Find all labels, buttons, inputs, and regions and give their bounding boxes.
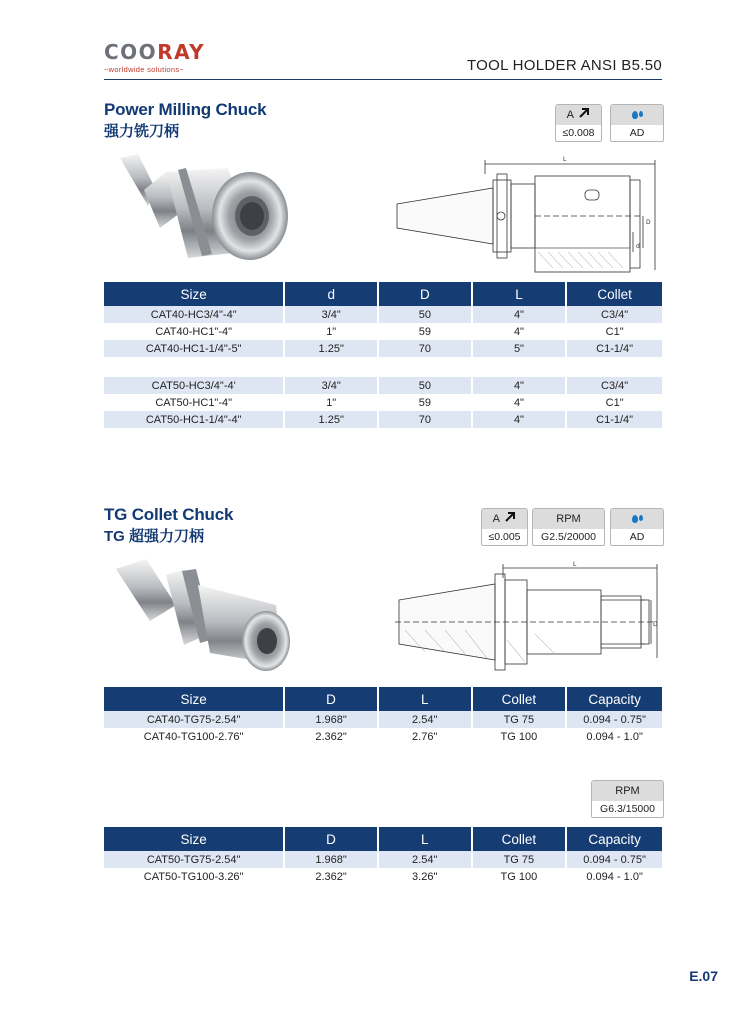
table-row (103, 728, 663, 745)
table-row (103, 377, 663, 394)
table-cell: 4" (472, 323, 567, 340)
table-cell: 3/4" (284, 306, 378, 323)
table-cell: 59 (378, 394, 472, 411)
table-cell: 70 (378, 411, 472, 428)
table-cell: 0.094 - 1.0" (566, 728, 663, 745)
table-cell: 3/4" (284, 377, 378, 394)
drawing2-label-L: L (573, 561, 577, 568)
table-cell: 1" (284, 394, 378, 411)
table-cell: CAT40-HC1"-4" (103, 323, 284, 340)
table-cell: 50 (378, 306, 472, 323)
table-cell: 1.968" (284, 851, 378, 868)
coolant-drops-icon (632, 513, 643, 525)
drawing1-label-d: d (636, 243, 640, 250)
section2-subtitle: TG 超强力刀柄 (104, 528, 204, 545)
table-cell: TG 75 (472, 851, 567, 868)
col-header: L (378, 687, 472, 711)
coolant-badge (610, 508, 664, 546)
runout-arrow-icon (578, 107, 590, 119)
table-row (103, 323, 663, 340)
drawing2-label-D: D (653, 621, 658, 628)
table-cell: C3/4" (566, 377, 663, 394)
tg-cat50-table (102, 827, 664, 885)
table-cell: CAT50-TG75-2.54" (103, 851, 284, 868)
table-cell: TG 75 (472, 711, 567, 728)
drawing1-label-L: L (563, 156, 567, 163)
company-logo (104, 42, 224, 82)
runout-label: A (492, 513, 500, 525)
rpm-badge (591, 780, 664, 818)
table-row (103, 340, 663, 357)
tg-collet-chuck-drawing (395, 560, 665, 682)
table-cell: 0.094 - 0.75" (566, 711, 663, 728)
coolant-drops-icon (632, 109, 643, 121)
runout-label: A (566, 109, 574, 121)
table-cell: 2.362" (284, 728, 378, 745)
col-header: Collet (566, 282, 663, 306)
col-header: Capacity (566, 827, 663, 851)
rpm-label: RPM (533, 509, 604, 529)
runout-badge (555, 104, 602, 142)
header-divider (104, 79, 662, 80)
table-cell: 3.26" (378, 868, 472, 885)
power-milling-chuck-photo (108, 150, 293, 275)
col-header: d (284, 282, 378, 306)
logo-wordmark: COORAY (104, 40, 206, 64)
table-cell: C1" (566, 394, 663, 411)
col-header: D (284, 687, 378, 711)
coolant-badge (610, 104, 664, 142)
table-cell: 2.362" (284, 868, 378, 885)
section1-title: Power Milling Chuck (104, 100, 267, 119)
col-header: Capacity (566, 687, 663, 711)
tg-collet-chuck-photo (106, 555, 296, 680)
table-row (103, 411, 663, 428)
rpm-value: G2.5/20000 (541, 531, 596, 543)
table-cell: C1-1/4" (566, 411, 663, 428)
table-cell: CAT40-TG100-2.76" (103, 728, 284, 745)
section2-heading (104, 505, 233, 547)
table-header-row (103, 687, 663, 711)
table-cell: C3/4" (566, 306, 663, 323)
table-cell: 59 (378, 323, 472, 340)
section1-subtitle: 强力铣刀柄 (104, 123, 180, 140)
table-cell: 4" (472, 377, 567, 394)
col-header: L (378, 827, 472, 851)
table-header-row (103, 282, 663, 306)
runout-arrow-icon (504, 511, 516, 523)
table-cell: 2.54" (378, 711, 472, 728)
runout-value: ≤0.008 (562, 127, 595, 139)
section2-title: TG Collet Chuck (104, 505, 234, 524)
coolant-value: AD (629, 127, 645, 139)
table-cell: CAT40-HC3/4"-4" (103, 306, 284, 323)
rpm-badge (532, 508, 605, 546)
table-cell: 1.968" (284, 711, 378, 728)
table-cell: TG 100 (472, 728, 567, 745)
table-row (103, 711, 663, 728)
drawing1-label-D: D (646, 219, 651, 226)
table-cell: CAT50-HC1-1/4"-4" (103, 411, 284, 428)
table-cell: 2.76" (378, 728, 472, 745)
table-cell: CAT50-HC3/4"-4' (103, 377, 284, 394)
power-milling-chuck-table (102, 282, 664, 428)
col-header: D (378, 282, 472, 306)
rpm-value: G6.3/15000 (600, 803, 655, 815)
table-cell: 1.25" (284, 411, 378, 428)
table-cell: CAT50-HC1"-4" (103, 394, 284, 411)
table-cell: C1" (566, 323, 663, 340)
tg-cat40-table (102, 687, 664, 745)
table-cell: 4" (472, 411, 567, 428)
table-cell: CAT40-TG75-2.54" (103, 711, 284, 728)
table-cell: 4" (472, 306, 567, 323)
table-spacer-row (103, 357, 663, 377)
coolant-value: AD (629, 531, 645, 543)
table-cell: 1.25" (284, 340, 378, 357)
col-header: Collet (472, 687, 567, 711)
table-cell: C1-1/4" (566, 340, 663, 357)
table-cell: 1" (284, 323, 378, 340)
table-cell: CAT40-HC1-1/4"-5" (103, 340, 284, 357)
col-header: L (472, 282, 567, 306)
table-cell: TG 100 (472, 868, 567, 885)
table-row (103, 868, 663, 885)
rpm-label: RPM (592, 781, 663, 801)
table-cell: 50 (378, 377, 472, 394)
runout-badge (481, 508, 528, 546)
table-row (103, 394, 663, 411)
table-cell: 70 (378, 340, 472, 357)
table-cell: 0.094 - 0.75" (566, 851, 663, 868)
table-cell: 0.094 - 1.0" (566, 868, 663, 885)
col-header: D (284, 827, 378, 851)
page-number: E.07 (689, 968, 718, 984)
col-header: Size (103, 282, 284, 306)
table-cell: 4" (472, 394, 567, 411)
table-cell: CAT50-TG100-3.26" (103, 868, 284, 885)
section1-heading (104, 100, 266, 142)
col-header: Size (103, 687, 284, 711)
power-milling-chuck-drawing (393, 152, 663, 276)
col-header: Size (103, 827, 284, 851)
runout-value: ≤0.005 (488, 531, 521, 543)
table-cell: 5" (472, 340, 567, 357)
logo-tagline: ~worldwide solutions~ (104, 65, 185, 74)
table-row (103, 306, 663, 323)
page-header-title: TOOL HOLDER ANSI B5.50 (466, 57, 662, 74)
table-cell: 2.54" (378, 851, 472, 868)
col-header: Collet (472, 827, 567, 851)
table-header-row (103, 827, 663, 851)
table-row (103, 851, 663, 868)
